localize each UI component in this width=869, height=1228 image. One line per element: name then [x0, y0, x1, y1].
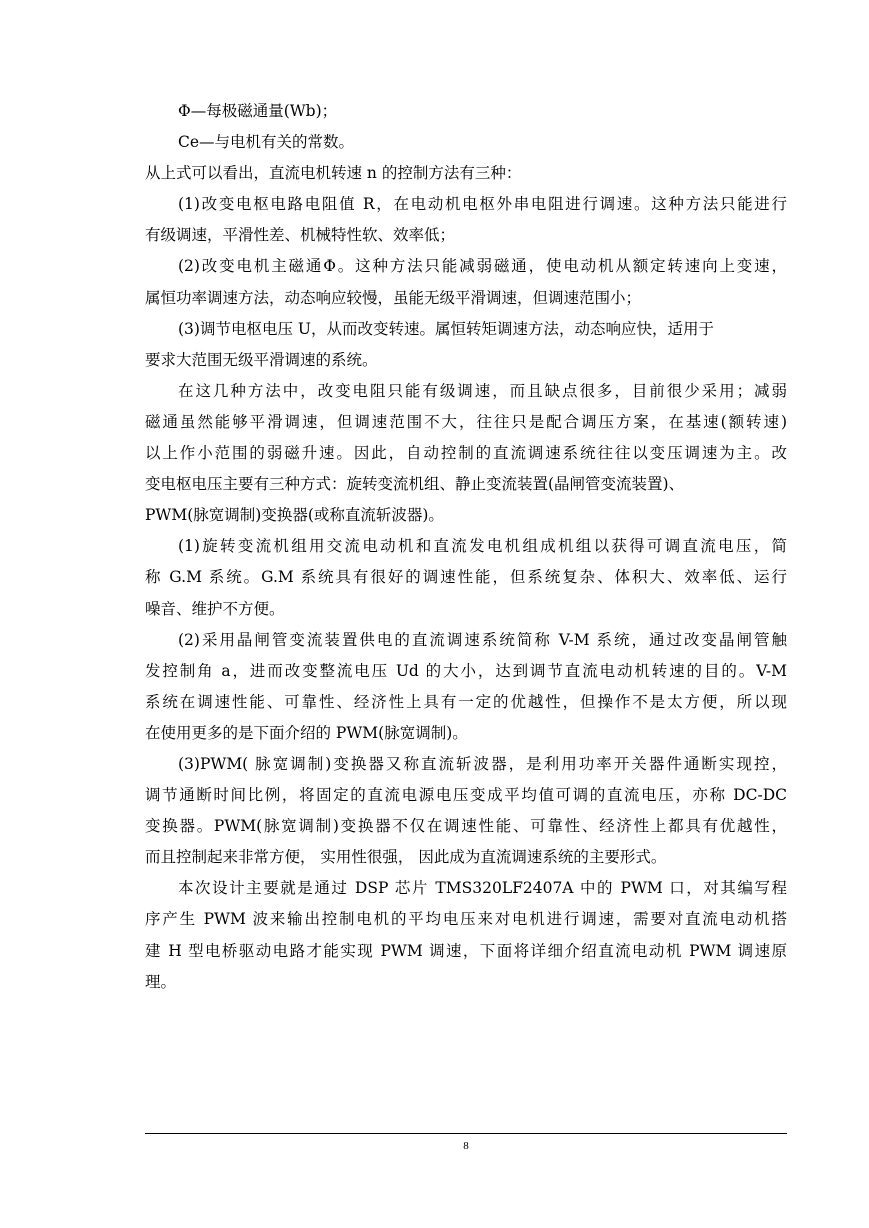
text-line: (3)PWM( 脉宽调制)变换器又称直流斩波器，是利用功率开关器件通断实现控， [178, 754, 787, 773]
text-line: 在这几种方法中，改变电阻只能有级调速，而且缺点很多，目前很少采用；减弱 [178, 381, 787, 400]
text-line: (1)旋转变流机组用交流电动机和直流发电机组成机组以获得可调直流电压，简 [178, 537, 787, 556]
text-line: 要求大范围无级平滑调速的系统。 [145, 350, 378, 369]
text-line: 系统在调速性能、可靠性、经济性上具有一定的优越性，但操作不是太方便，所以现 [145, 692, 787, 711]
text-line: (2)采用晶闸管变流装置供电的直流调速系统简称 V-M 系统，通过改变晶闸管触 [178, 630, 787, 649]
text-line: 序产生 PWM 波来输出控制电机的平均电压来对电机进行调速，需要对直流电动机搭 [145, 910, 787, 929]
text-line: 变换器。PWM(脉宽调制)变换器不仅在调速性能、可靠性、经济性上都具有优越性， [145, 817, 787, 836]
text-line: 变电枢电压主要有三种方式：旋转变流机组、静止变流装置(晶闸管变流装置)、 [145, 475, 685, 494]
text-line: 以上作小范围的弱磁升速。因此，自动控制的直流调速系统往往以变压调速为主。改 [145, 444, 787, 463]
text-line: 从上式可以看出，直流电机转速 n 的控制方法有三种： [145, 164, 522, 183]
text-line: Ce—与电机有关的常数。 [178, 133, 355, 152]
text-line: 理。 [145, 972, 177, 991]
text-line: 在使用更多的是下面介绍的 PWM(脉宽调制)。 [145, 723, 468, 742]
text-line: (1)改变电枢电路电阻值 R，在电动机电枢外串电阻进行调速。这种方法只能进行 [178, 195, 787, 214]
text-line: PWM(脉宽调制)变换器(或称直流斩波器)。 [145, 506, 444, 525]
text-line: 建 H 型电桥驱动电路才能实现 PWM 调速，下面将详细介绍直流电动机 PWM 调速原 [145, 941, 787, 960]
text-line: (2)改变电机主磁通Φ。这种方法只能减弱磁通，使电动机从额定转速向上变速， [178, 257, 787, 276]
text-line: 称 G.M 系统。G.M 系统具有很好的调速性能，但系统复杂、体积大、效率低、运行 [145, 568, 787, 587]
text-line: 磁通虽然能够平滑调速，但调速范围不大，往往只是配合调压方案，在基速(额转速) [145, 412, 787, 431]
text-line: 本次设计主要就是通过 DSP 芯片 TMS320LF2407A 中的 PWM 口，对其编写程 [178, 879, 787, 898]
text-line: Φ—每极磁通量(Wb)； [178, 102, 338, 120]
footer-divider [145, 1133, 787, 1134]
body-text [145, 96, 787, 998]
text-line: 噪音、维护不方便。 [145, 599, 285, 618]
text-line: 调节通断时间比例，将固定的直流电源电压变成平均值可调的直流电压，亦称 DC-DC [145, 786, 787, 805]
page-number: 8 [463, 1140, 469, 1152]
text-line: 属恒功率调速方法，动态响应较慢，虽能无级平滑调速，但调速范围小； [145, 288, 642, 307]
text-line: 有级调速，平滑性差、机械特性软、效率低； [145, 226, 456, 245]
text-line: 而且控制起来非常方便， 实用性很强， 因此成为直流调速系统的主要形式。 [145, 848, 667, 867]
text-line: (3)调节电枢电压 U，从而改变转速。属恒转矩调速方法，动态响应快，适用于 [178, 319, 714, 338]
text-line: 发控制角 a，进而改变整流电压 Ud 的大小，达到调节直流电动机转速的目的。V-M [145, 661, 787, 680]
